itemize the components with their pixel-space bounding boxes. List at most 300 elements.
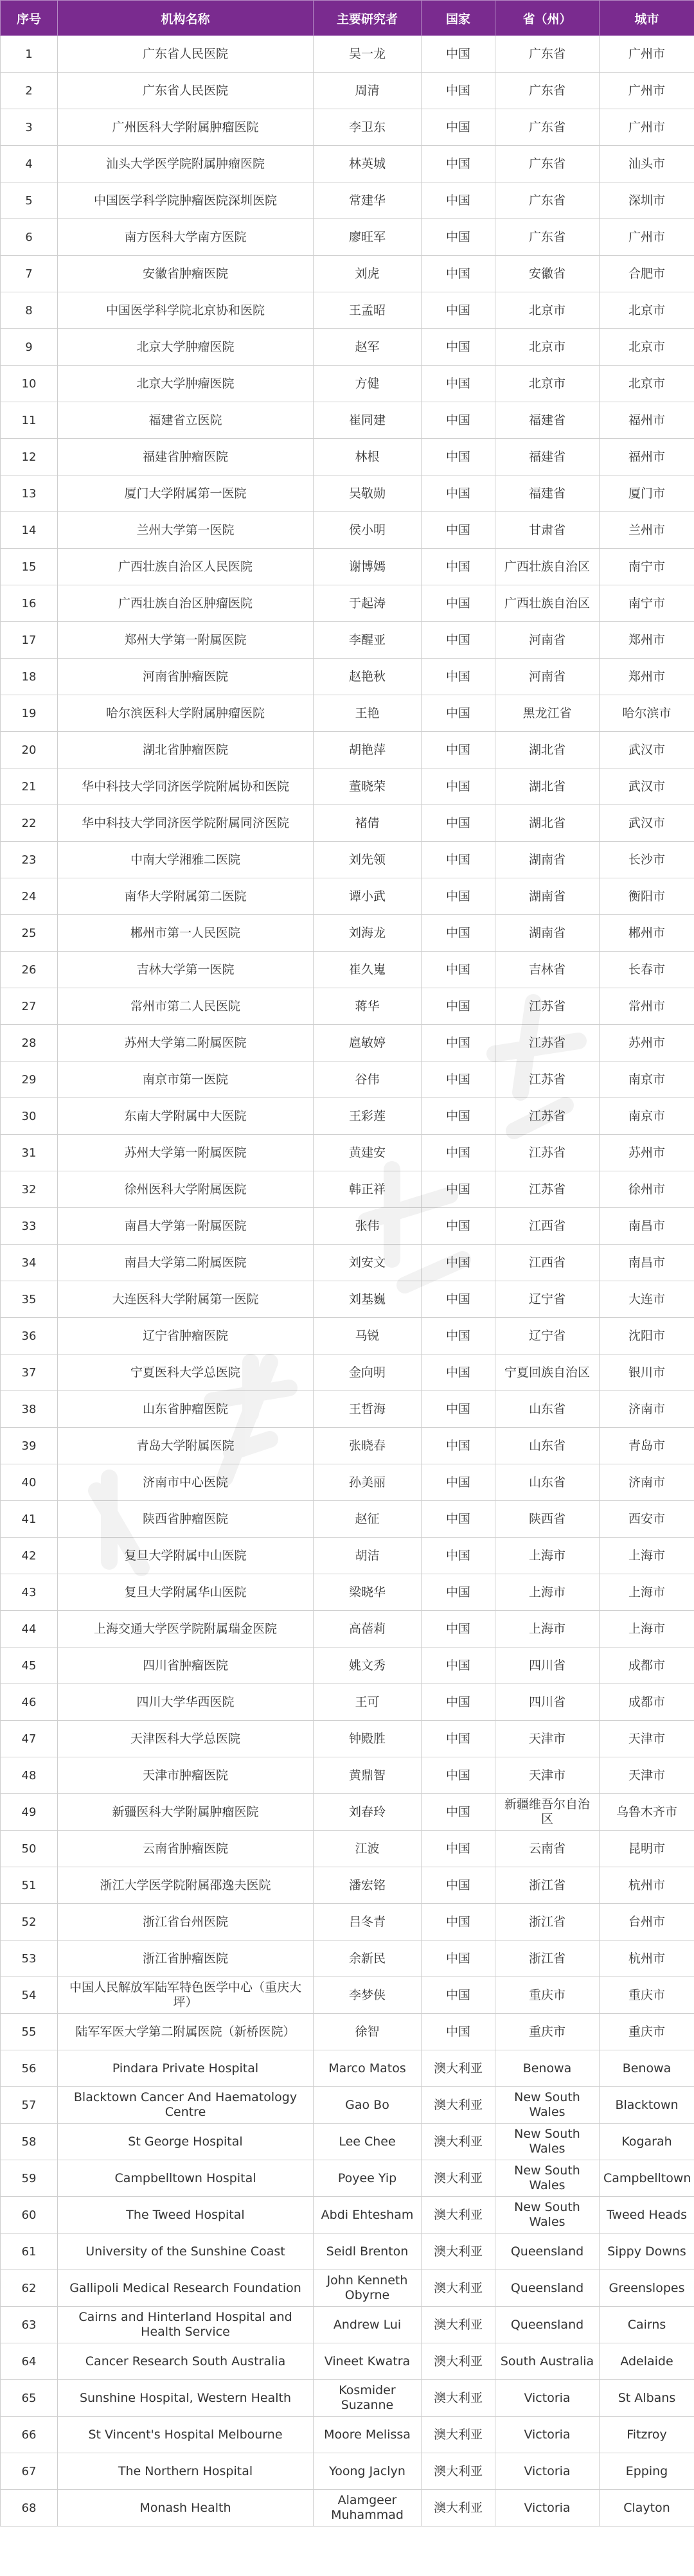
cell-country: 澳大利亚 [422,2234,495,2270]
cell-institution: 兰州大学第一医院 [58,512,314,549]
cell-province: Victoria [495,2380,600,2417]
cell-investigator: 吴敬勋 [314,475,422,512]
cell-institution: The Northern Hospital [58,2453,314,2490]
cell-province: 广东省 [495,182,600,219]
cell-province: 北京市 [495,366,600,402]
cell-index: 23 [1,842,58,878]
cell-city: 杭州市 [600,1867,694,1904]
cell-investigator: 高蓓莉 [314,1611,422,1648]
cell-city: 北京市 [600,366,694,402]
table-row [1,2014,694,2050]
cell-institution: 汕头大学医学院附属肿瘤医院 [58,146,314,182]
cell-city: 南京市 [600,1061,694,1098]
cell-institution: 宁夏医科大学总医院 [58,1355,314,1391]
cell-province: 辽宁省 [495,1318,600,1355]
cell-province: 湖南省 [495,878,600,915]
cell-city: 深圳市 [600,182,694,219]
cell-institution: 复旦大学附属华山医院 [58,1574,314,1611]
cell-index: 29 [1,1061,58,1098]
table-row [1,659,694,695]
cell-institution: 浙江大学医学院附属邵逸夫医院 [58,1867,314,1904]
cell-city: Greenslopes [600,2270,694,2307]
cell-city: Kogarah [600,2124,694,2160]
cell-province: 湖南省 [495,842,600,878]
cell-index: 57 [1,2087,58,2124]
cell-city: 银川市 [600,1355,694,1391]
cell-institution: Monash Health [58,2490,314,2527]
cell-province: New South Wales [495,2160,600,2197]
cell-country: 中国 [422,1135,495,1171]
cell-investigator: 姚文秀 [314,1648,422,1684]
cell-index: 2 [1,73,58,109]
cell-city: Benowa [600,2050,694,2087]
table-row [1,1684,694,1721]
cell-province: 四川省 [495,1684,600,1721]
cell-city: Blacktown [600,2087,694,2124]
table-row [1,1135,694,1171]
cell-index: 58 [1,2124,58,2160]
cell-city: 长沙市 [600,842,694,878]
cell-index: 26 [1,952,58,988]
header-province: 省（州） [495,1,600,36]
cell-index: 47 [1,1721,58,1757]
cell-city: 苏州市 [600,1025,694,1061]
header-row [1,1,694,36]
cell-index: 67 [1,2453,58,2490]
table-row [1,292,694,329]
cell-investigator: 蒋华 [314,988,422,1025]
table-row [1,439,694,475]
cell-index: 25 [1,915,58,952]
cell-institution: 郑州大学第一附属医院 [58,622,314,659]
cell-province: 广东省 [495,36,600,73]
cell-index: 63 [1,2307,58,2343]
cell-index: 56 [1,2050,58,2087]
cell-index: 64 [1,2343,58,2380]
cell-city: 郴州市 [600,915,694,952]
cell-investigator: 梁晓华 [314,1574,422,1611]
cell-city: Campbelltown [600,2160,694,2197]
cell-investigator: 王彩莲 [314,1098,422,1135]
cell-city: 上海市 [600,1574,694,1611]
table-row [1,1831,694,1867]
table-row [1,109,694,146]
cell-index: 55 [1,2014,58,2050]
cell-country: 中国 [422,1757,495,1794]
cell-province: 江苏省 [495,1171,600,1208]
cell-province: 浙江省 [495,1904,600,1941]
cell-province: 四川省 [495,1648,600,1684]
cell-index: 52 [1,1904,58,1941]
cell-country: 中国 [422,366,495,402]
cell-country: 中国 [422,1208,495,1245]
cell-index: 4 [1,146,58,182]
cell-investigator: 赵征 [314,1501,422,1538]
cell-investigator: 潘宏铭 [314,1867,422,1904]
cell-institution: 北京大学肿瘤医院 [58,329,314,366]
cell-index: 61 [1,2234,58,2270]
table-row [1,1281,694,1318]
cell-investigator: 胡洁 [314,1538,422,1574]
cell-city: 杭州市 [600,1941,694,1977]
table-row [1,1757,694,1794]
cell-province: 广东省 [495,146,600,182]
cell-investigator: 崔久嵬 [314,952,422,988]
cell-institution: 南京市第一医院 [58,1061,314,1098]
cell-city: 郑州市 [600,622,694,659]
cell-index: 28 [1,1025,58,1061]
cell-investigator: 谭小武 [314,878,422,915]
cell-index: 22 [1,805,58,842]
cell-institution: 南方医科大学南方医院 [58,219,314,256]
cell-institution: 福建省立医院 [58,402,314,439]
cell-province: 广西壮族自治区 [495,549,600,585]
cell-country: 澳大利亚 [422,2124,495,2160]
cell-institution: 辽宁省肿瘤医院 [58,1318,314,1355]
cell-index: 53 [1,1941,58,1977]
cell-province: New South Wales [495,2087,600,2124]
cell-country: 中国 [422,146,495,182]
cell-index: 16 [1,585,58,622]
cell-index: 45 [1,1648,58,1684]
cell-investigator: 刘安文 [314,1245,422,1281]
cell-city: Fitzroy [600,2417,694,2453]
cell-investigator: 崔同建 [314,402,422,439]
cell-province: 新疆维吾尔自治区 [495,1794,600,1831]
cell-investigator: 侯小明 [314,512,422,549]
cell-province: 广东省 [495,109,600,146]
cell-country: 中国 [422,805,495,842]
table-row [1,1428,694,1464]
cell-province: 北京市 [495,329,600,366]
cell-province: 河南省 [495,659,600,695]
cell-investigator: 金向明 [314,1355,422,1391]
cell-country: 中国 [422,219,495,256]
cell-institution: 天津市肿瘤医院 [58,1757,314,1794]
cell-investigator: 周清 [314,73,422,109]
cell-index: 44 [1,1611,58,1648]
table-row [1,2490,694,2527]
cell-city: 福州市 [600,402,694,439]
cell-city: 成都市 [600,1684,694,1721]
cell-city: 济南市 [600,1464,694,1501]
cell-index: 60 [1,2197,58,2234]
cell-investigator: 王艳 [314,695,422,732]
cell-index: 11 [1,402,58,439]
table-row [1,1648,694,1684]
cell-province: New South Wales [495,2197,600,2234]
table-row [1,2453,694,2490]
cell-city: 广州市 [600,36,694,73]
cell-country: 中国 [422,1904,495,1941]
cell-institution: Sunshine Hospital, Western Health [58,2380,314,2417]
header-index: 序号 [1,1,58,36]
cell-institution: 中国医学科学院肿瘤医院深圳医院 [58,182,314,219]
table-row [1,2343,694,2380]
cell-city: 合肥市 [600,256,694,292]
table-row [1,1794,694,1831]
cell-province: 天津市 [495,1757,600,1794]
cell-index: 59 [1,2160,58,2197]
table-row [1,2160,694,2197]
cell-investigator: 吴一龙 [314,36,422,73]
cell-country: 中国 [422,1941,495,1977]
cell-province: Queensland [495,2234,600,2270]
cell-province: 安徽省 [495,256,600,292]
cell-index: 66 [1,2417,58,2453]
cell-investigator: 扈敏婷 [314,1025,422,1061]
table-row [1,182,694,219]
cell-country: 中国 [422,915,495,952]
cell-province: 重庆市 [495,2014,600,2050]
cell-city: 南京市 [600,1098,694,1135]
cell-index: 65 [1,2380,58,2417]
cell-city: 汕头市 [600,146,694,182]
cell-province: 湖北省 [495,805,600,842]
cell-city: 广州市 [600,219,694,256]
cell-index: 19 [1,695,58,732]
cell-province: 江西省 [495,1245,600,1281]
cell-institution: 南昌大学第一附属医院 [58,1208,314,1245]
cell-country: 澳大利亚 [422,2453,495,2490]
cell-institution: 新疆医科大学附属肿瘤医院 [58,1794,314,1831]
cell-investigator: 刘基巍 [314,1281,422,1318]
cell-institution: 浙江省肿瘤医院 [58,1941,314,1977]
table-row [1,1501,694,1538]
cell-country: 中国 [422,1684,495,1721]
cell-index: 48 [1,1757,58,1794]
cell-institution: 中南大学湘雅二医院 [58,842,314,878]
cell-institution: 广西壮族自治区人民医院 [58,549,314,585]
header-country: 国家 [422,1,495,36]
table-row [1,622,694,659]
cell-index: 3 [1,109,58,146]
cell-institution: 常州市第二人民医院 [58,988,314,1025]
cell-city: 苏州市 [600,1135,694,1171]
header-institution: 机构名称 [58,1,314,36]
table-row [1,36,694,73]
cell-country: 澳大利亚 [422,2160,495,2197]
table-row [1,549,694,585]
cell-index: 41 [1,1501,58,1538]
cell-investigator: 刘先领 [314,842,422,878]
cell-country: 中国 [422,1867,495,1904]
table-row [1,1208,694,1245]
cell-index: 43 [1,1574,58,1611]
cell-institution: 天津医科大学总医院 [58,1721,314,1757]
cell-city: 南宁市 [600,549,694,585]
cell-country: 中国 [422,695,495,732]
cell-index: 54 [1,1977,58,2014]
table-row [1,1245,694,1281]
cell-institution: 中国人民解放军陆军特色医学中心（重庆大坪） [58,1977,314,2014]
cell-city: 北京市 [600,292,694,329]
cell-country: 中国 [422,1721,495,1757]
cell-country: 中国 [422,659,495,695]
cell-investigator: 黄建安 [314,1135,422,1171]
cell-country: 中国 [422,73,495,109]
cell-investigator: Abdi Ehtesham [314,2197,422,2234]
cell-institution: 吉林大学第一医院 [58,952,314,988]
cell-city: 成都市 [600,1648,694,1684]
cell-index: 35 [1,1281,58,1318]
cell-investigator: 黄鼎智 [314,1757,422,1794]
table-row [1,1721,694,1757]
table-row [1,915,694,952]
cell-investigator: 于起涛 [314,585,422,622]
cell-province: 陕西省 [495,1501,600,1538]
cell-province: 天津市 [495,1721,600,1757]
cell-institution: 上海交通大学医学院附属瑞金医院 [58,1611,314,1648]
cell-institution: 华中科技大学同济医学院附属同济医院 [58,805,314,842]
cell-investigator: 钟殿胜 [314,1721,422,1757]
cell-institution: Campbelltown Hospital [58,2160,314,2197]
table-row [1,585,694,622]
cell-city: 上海市 [600,1611,694,1648]
cell-country: 澳大利亚 [422,2307,495,2343]
cell-institution: Gallipoli Medical Research Foundation [58,2270,314,2307]
cell-country: 中国 [422,1611,495,1648]
cell-city: 重庆市 [600,2014,694,2050]
cell-institution: 河南省肿瘤医院 [58,659,314,695]
cell-country: 中国 [422,256,495,292]
cell-investigator: 常建华 [314,182,422,219]
cell-institution: 苏州大学第二附属医院 [58,1025,314,1061]
cell-country: 中国 [422,109,495,146]
table-row [1,1867,694,1904]
cell-institution: 陕西省肿瘤医院 [58,1501,314,1538]
cell-investigator: Yoong Jaclyn [314,2453,422,2490]
cell-investigator: 吕冬青 [314,1904,422,1941]
cell-country: 中国 [422,1355,495,1391]
table-row [1,1318,694,1355]
table-row [1,2380,694,2417]
cell-province: 江苏省 [495,1061,600,1098]
cell-investigator: Seidl Brenton [314,2234,422,2270]
cell-province: 福建省 [495,475,600,512]
cell-province: 甘肃省 [495,512,600,549]
cell-investigator: 孙美丽 [314,1464,422,1501]
table-row [1,73,694,109]
cell-country: 中国 [422,1245,495,1281]
cell-city: 大连市 [600,1281,694,1318]
cell-country: 澳大利亚 [422,2050,495,2087]
cell-index: 10 [1,366,58,402]
cell-investigator: 林英城 [314,146,422,182]
header-investigator: 主要研究者 [314,1,422,36]
cell-investigator: 刘海龙 [314,915,422,952]
cell-province: 重庆市 [495,1977,600,2014]
cell-province: 河南省 [495,622,600,659]
cell-index: 37 [1,1355,58,1391]
cell-city: 青岛市 [600,1428,694,1464]
cell-investigator: 刘春玲 [314,1794,422,1831]
cell-institution: 山东省肿瘤医院 [58,1391,314,1428]
cell-investigator: 马锐 [314,1318,422,1355]
table-row [1,2234,694,2270]
cell-province: New South Wales [495,2124,600,2160]
cell-province: Queensland [495,2307,600,2343]
cell-investigator: 李梦侠 [314,1977,422,2014]
cell-city: Sippy Downs [600,2234,694,2270]
cell-investigator: Kosmider Suzanne [314,2380,422,2417]
cell-institution: 苏州大学第一附属医院 [58,1135,314,1171]
cell-index: 24 [1,878,58,915]
cell-city: Clayton [600,2490,694,2527]
cell-city: Adelaide [600,2343,694,2380]
table-row [1,732,694,768]
cell-investigator: 王可 [314,1684,422,1721]
table-row [1,1611,694,1648]
cell-province: 广东省 [495,219,600,256]
cell-institution: 陆军军医大学第二附属医院（新桥医院） [58,2014,314,2050]
cell-index: 8 [1,292,58,329]
cell-institution: 青岛大学附属医院 [58,1428,314,1464]
cell-country: 中国 [422,878,495,915]
cell-investigator: 刘虎 [314,256,422,292]
cell-city: 南宁市 [600,585,694,622]
cell-investigator: 方健 [314,366,422,402]
cell-index: 18 [1,659,58,695]
table-row [1,1171,694,1208]
cell-country: 中国 [422,512,495,549]
cell-province: Benowa [495,2050,600,2087]
cell-investigator: 王哲海 [314,1391,422,1428]
cell-country: 澳大利亚 [422,2417,495,2453]
cell-province: 浙江省 [495,1867,600,1904]
cell-index: 38 [1,1391,58,1428]
cell-city: 徐州市 [600,1171,694,1208]
table-row [1,2417,694,2453]
table-row [1,1061,694,1098]
cell-country: 中国 [422,1574,495,1611]
cell-city: 郑州市 [600,659,694,695]
cell-city: 衡阳市 [600,878,694,915]
table-row [1,475,694,512]
table-row [1,1977,694,2014]
cell-institution: 云南省肿瘤医院 [58,1831,314,1867]
cell-city: 南昌市 [600,1208,694,1245]
cell-country: 中国 [422,1025,495,1061]
cell-country: 澳大利亚 [422,2343,495,2380]
table-row [1,1098,694,1135]
cell-investigator: Lee Chee [314,2124,422,2160]
table-row [1,988,694,1025]
cell-institution: 广州医科大学附属肿瘤医院 [58,109,314,146]
cell-institution: Cairns and Hinterland Hospital and Health Service [58,2307,314,2343]
cell-city: Cairns [600,2307,694,2343]
cell-index: 31 [1,1135,58,1171]
cell-country: 中国 [422,952,495,988]
cell-investigator: 胡艳萍 [314,732,422,768]
cell-index: 20 [1,732,58,768]
cell-investigator: 王孟昭 [314,292,422,329]
cell-index: 50 [1,1831,58,1867]
cell-city: 天津市 [600,1721,694,1757]
cell-institution: Pindara Private Hospital [58,2050,314,2087]
cell-country: 中国 [422,475,495,512]
cell-country: 中国 [422,1464,495,1501]
cell-investigator: 韩正祥 [314,1171,422,1208]
cell-country: 中国 [422,1098,495,1135]
cell-country: 澳大利亚 [422,2197,495,2234]
cell-index: 17 [1,622,58,659]
cell-investigator: 董晓荣 [314,768,422,805]
cell-institution: St George Hospital [58,2124,314,2160]
cell-city: 常州市 [600,988,694,1025]
cell-institution: 广东省人民医院 [58,36,314,73]
cell-investigator: 谢博嫣 [314,549,422,585]
